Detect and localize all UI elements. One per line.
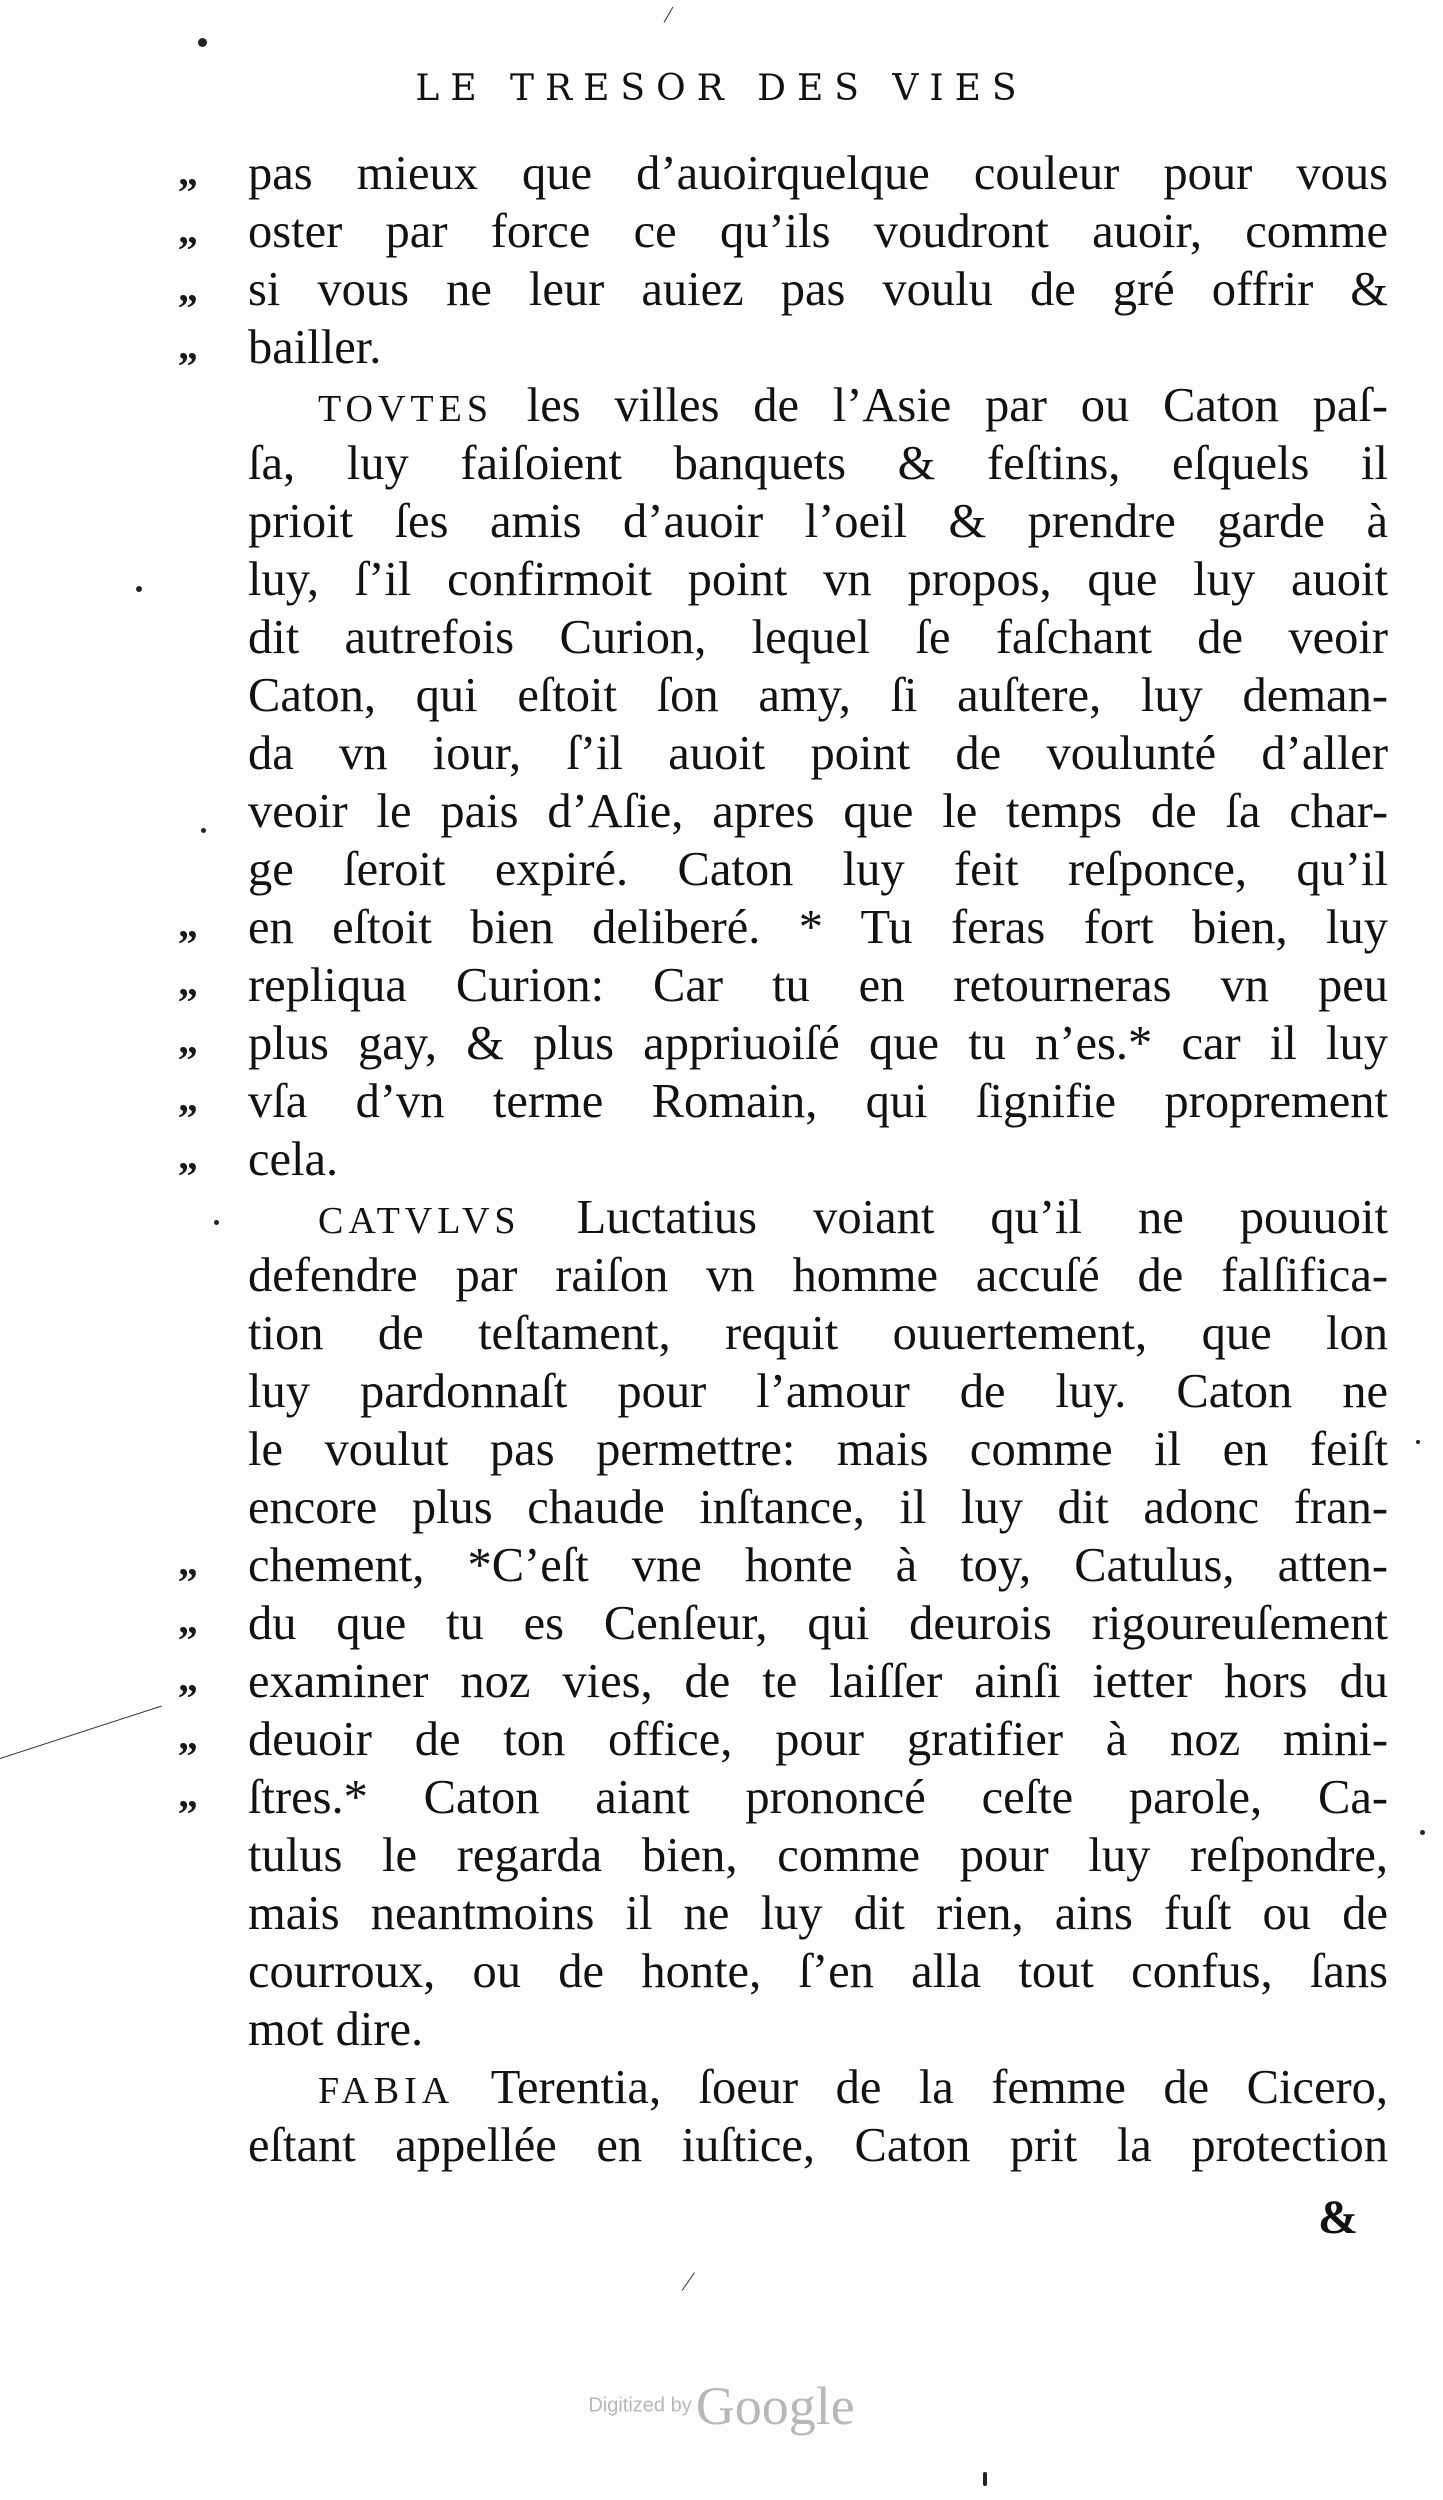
marginal-quote-mark: „ xyxy=(178,1713,200,1758)
text-line: encore plus chaude inſtance, il luy dit adonc fran- xyxy=(248,1481,1388,1534)
ink-speck xyxy=(1420,1830,1425,1835)
line-remainder: Luctatius voiant qu’il ne pouuoit xyxy=(576,1191,1389,1244)
text-line: mais neantmoins il ne luy dit rien, ains fuſt ou de xyxy=(248,1887,1388,1940)
text-line: deuoir de ton office, pour gratifier à noz mini- xyxy=(248,1713,1388,1766)
small-caps-opener: TOVTES xyxy=(318,388,493,430)
ink-speck xyxy=(198,38,207,47)
small-caps-opener: FABIA xyxy=(318,2070,455,2112)
marginal-quote-mark: „ xyxy=(178,1539,200,1584)
paragraph-start-line xyxy=(248,2059,1388,2117)
marginal-quote-mark: „ xyxy=(178,1597,200,1642)
text-line: eſtant appellée en iuſtice, Caton prit la protection xyxy=(248,2119,1388,2172)
text-line: pas mieux que d’auoirquelque couleur pour vous xyxy=(248,147,1388,200)
text-line: oster par force ce qu’ils voudront auoir, comme xyxy=(248,205,1388,258)
google-logo: Google xyxy=(695,2376,855,2436)
stray-pen-stroke xyxy=(0,1705,162,1758)
text-line: veoir le pais d’Aſie, apres que le temps de ſa char- xyxy=(248,785,1388,838)
paragraph-start-line xyxy=(248,1189,1388,1247)
running-header: LE TRESOR DES VIES xyxy=(415,68,1028,109)
text-line: ſtres.* Caton aiant prononcé ceſte parole, Ca- xyxy=(248,1771,1388,1824)
text-line: cela. xyxy=(248,1133,339,1186)
line-remainder: les villes de l’Asie par ou Caton paſ- xyxy=(526,379,1389,432)
text-line: ſa, luy faiſoient banquets & feſtins, eſquels il xyxy=(248,437,1388,490)
body-text xyxy=(248,145,1388,2175)
text-line: Caton, qui eſtoit ſon amy, ſi auſtere, luy deman- xyxy=(248,669,1388,722)
text-line: prioit ſes amis d’auoir l’oeil & prendre garde à xyxy=(248,495,1388,548)
text-line: examiner noz vies, de te laiſſer ainſi ietter hors du xyxy=(248,1655,1388,1708)
text-line: si vous ne leur auiez pas voulu de gré offrir & xyxy=(248,263,1388,316)
marginal-quote-mark: „ xyxy=(178,1017,200,1062)
text-line: luy, ſ’il confirmoit point vn propos, que luy auoit xyxy=(248,553,1388,606)
marginal-quote-mark: „ xyxy=(178,901,200,946)
watermark-prefix: Digitized by xyxy=(588,2394,692,2417)
marginal-quote-mark: „ xyxy=(178,207,200,252)
ink-speck xyxy=(983,2472,987,2486)
text-line: vſa d’vn terme Romain, qui ſignifie proprement xyxy=(248,1075,1388,1128)
text-line: le voulut pas permettre: mais comme il en feiſt xyxy=(248,1423,1388,1476)
text-line: da vn iour, ſ’il auoit point de voulunté d’aller xyxy=(248,727,1388,780)
text-line: luy pardonnaſt pour l’amour de luy. Caton ne xyxy=(248,1365,1388,1418)
marginal-quote-mark: „ xyxy=(178,323,200,368)
text-line: repliqua Curion: Car tu en retourneras vn peu xyxy=(248,959,1388,1012)
ink-speck xyxy=(201,828,206,833)
text-line: courroux, ou de honte, ſ’en alla tout confus, ſans xyxy=(248,1945,1388,1998)
text-line: plus gay, & plus appriuoiſé que tu n’es.* car il luy xyxy=(248,1017,1388,1070)
stray-pen-stroke xyxy=(664,7,674,23)
stray-pen-stroke xyxy=(682,2272,695,2291)
text-line: mot dire. xyxy=(248,2003,424,2056)
text-line: ge ſeroit expiré. Caton luy feit reſponce, qu’il xyxy=(248,843,1388,896)
marginal-quote-mark: „ xyxy=(178,1655,200,1700)
ink-speck xyxy=(1416,1440,1420,1444)
text-line: tulus le regarda bien, comme pour luy reſpondre, xyxy=(248,1829,1388,1882)
marginal-quote-mark: „ xyxy=(178,1771,200,1816)
marginal-quote-mark: „ xyxy=(178,959,200,1004)
digitization-watermark xyxy=(0,2375,1443,2437)
marginal-quote-mark: „ xyxy=(178,1075,200,1120)
text-line: chement, *C’eſt vne honte à toy, Catulus, atten- xyxy=(248,1539,1388,1592)
ink-speck xyxy=(136,586,142,592)
text-line: bailler. xyxy=(248,321,382,374)
text-line: en eſtoit bien deliberé. * Tu feras fort bien, luy xyxy=(248,901,1388,954)
line-remainder: Terentia, ſoeur de la femme de Cicero, xyxy=(490,2061,1389,2114)
small-caps-opener: CATVLVS xyxy=(318,1200,521,1242)
marginal-quote-mark: „ xyxy=(178,149,200,194)
text-line: defendre par raiſon vn homme accuſé de falſifica- xyxy=(248,1249,1388,1302)
ink-speck xyxy=(214,1220,219,1225)
paragraph-start-line xyxy=(248,377,1388,435)
catchword: & xyxy=(1318,2191,1358,2244)
marginal-quote-mark: „ xyxy=(178,1133,200,1178)
text-line: tion de teſtament, requit ouuertement, que lon xyxy=(248,1307,1388,1360)
text-line: du que tu es Cenſeur, qui deurois rigoureuſement xyxy=(248,1597,1388,1650)
marginal-quote-mark: „ xyxy=(178,265,200,310)
text-line: dit autrefois Curion, lequel ſe faſchant de veoir xyxy=(248,611,1388,664)
